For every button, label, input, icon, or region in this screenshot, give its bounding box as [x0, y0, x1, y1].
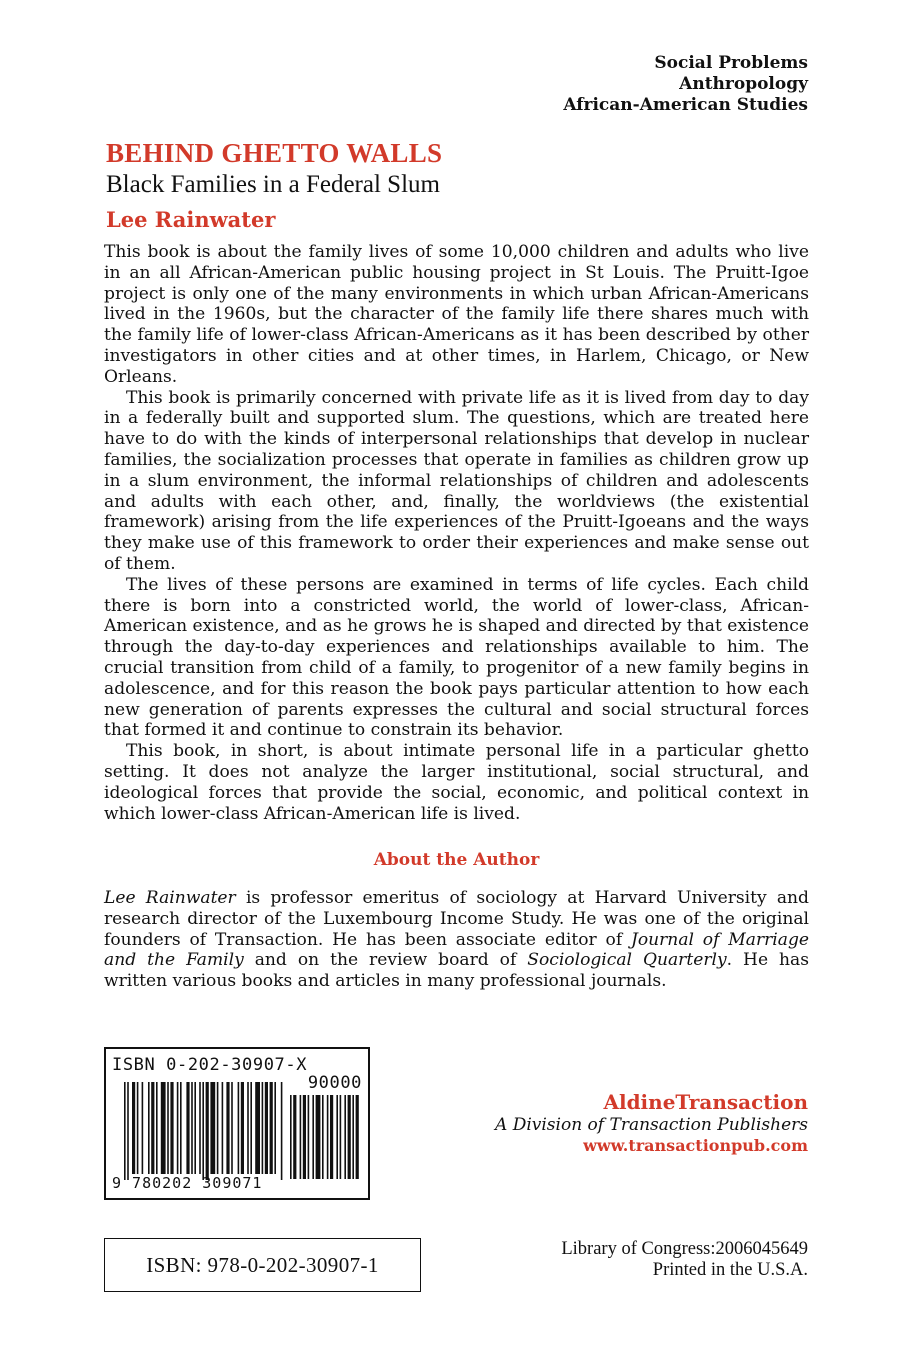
ean-digits: 9 780202 309071 — [112, 1174, 263, 1192]
category-label: African-American Studies — [563, 95, 808, 115]
category-label: Social Problems — [654, 53, 808, 73]
description-paragraph: This book is about the family lives of some 10,000 children and adults who live in an all African-American public housing project in St Louis. The Pruitt-Igoe project is only one of the many environments in which urban African-Americans lived in the 1960s, but the character of the family life there shares much with the family life of lower-class African-Americans as it has been described by other investigators in other cities and at other times, in Harlem, Chicago, or New Orleans. — [104, 242, 809, 387]
description-paragraph: This book, in short, is about intimate personal life in a particular ghetto setting. It does not analyze the larger institutional, social structural, and ideological forces that provide the social, economic, and political context in which lower-class African-American life is lived. — [104, 741, 809, 824]
price-code: 90000 — [307, 1073, 362, 1093]
publisher-division: A Division of Transaction Publishers — [495, 1115, 808, 1135]
publisher-name: AldineTransaction — [603, 1090, 808, 1114]
publisher-block — [495, 1090, 808, 1156]
isbn13-box — [104, 1238, 421, 1292]
about-author-paragraph — [104, 888, 809, 992]
book-title: BEHIND GHETTO WALLS — [106, 138, 443, 168]
library-of-congress: Library of Congress:2006045649 — [561, 1239, 808, 1259]
author-name: Lee Rainwater — [104, 888, 236, 908]
about-text-part: and on the review board of — [243, 950, 528, 971]
description-paragraph: The lives of these persons are examined in terms of life cycles. Each child there is born into a constricted world, the world of lower-class, African-American existence, and as he grows he is shaped and directed by that existence through the day-to-day experiences and relationships available to him. The crucial transition from child of a family, to progenitor of a new family begins in adolescence, and for this reason the book pays particular attention to how each new generation of parents expresses the cultural and social structural forces that formed it and continue to constrain its behavior. — [104, 574, 809, 741]
printed-in: Printed in the U.S.A. — [652, 1260, 808, 1280]
isbn13-label: ISBN: 978-0-202-30907-1 — [146, 1252, 379, 1277]
addon-barcode-bars — [290, 1095, 362, 1179]
isbn10-label: ISBN 0-202-30907-X — [112, 1055, 308, 1075]
publisher-url: www.transactionpub.com — [583, 1136, 808, 1155]
isbn-barcode — [104, 1047, 370, 1200]
description-paragraph: This book is primarily concerned with private life as it is lived from day to day in a federally built and supported slum. The questions, which are treated here have to do with the kinds of interpersonal relationships that develop in nuclear families, the socialization processes that operate in families as children grow up in a slum environment, the informal relationships of children and adolescents and adults with each other, and, finally, the worldviews (the existential framework) arising from the life experiences of the Pruitt-Igoeans and the ways they make use of this framework to order their experiences and make sense out of them. — [104, 387, 809, 574]
book-description — [104, 242, 809, 824]
about-text-part: is professor emeritus of sociology at Harvard University and research director of the Luxembourg Income Study. He was one of the original founders of Transaction. He has been associate editor of — [104, 888, 810, 950]
subject-categories — [563, 53, 808, 116]
journal-title: Sociological Quarterly — [527, 950, 727, 971]
about-author-heading: About the Author — [373, 850, 540, 870]
book-author: Lee Rainwater — [106, 207, 276, 232]
library-info — [561, 1239, 808, 1281]
journal-title: Journal of Marriage and the Family — [104, 929, 810, 971]
about-text-part: . He has written various books and articles in many professional journals. — [104, 950, 809, 992]
about-author-text — [104, 888, 809, 992]
book-subtitle: Black Families in a Federal Slum — [106, 171, 440, 198]
category-label: Anthropology — [679, 74, 808, 94]
ean-barcode-bars — [124, 1082, 284, 1182]
